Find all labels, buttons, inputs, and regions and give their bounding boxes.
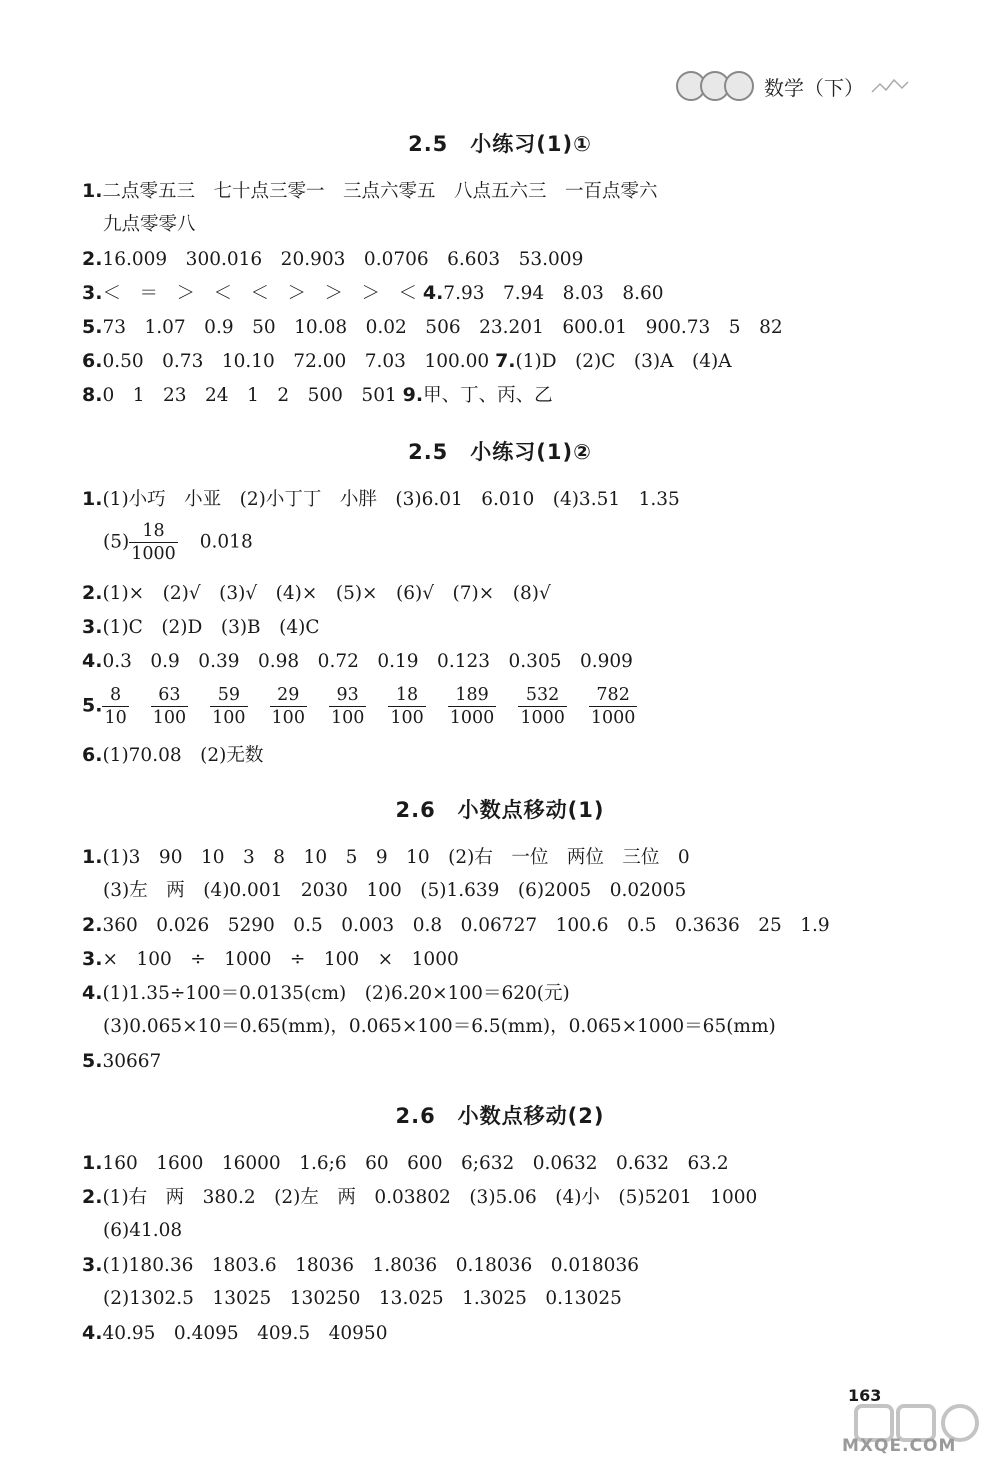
answer-line: 九点零零八 — [103, 214, 196, 235]
page-header — [676, 66, 910, 106]
answer-line: 2.16.009 300.016 20.903 0.0706 6.603 53.009 — [82, 248, 584, 270]
fraction: $\frac{29}{100}$ — [271, 685, 305, 728]
watermark-url: MXQE.COM — [842, 1436, 957, 1456]
answer-line: 2.(1)× (2)√ (3)√ (4)× (5)× (6)√ (7)× (8)√ — [82, 582, 551, 604]
answer-line: 1.160 1600 16000 1.6;6 60 600 6;632 0.0632 0.632 63.2 — [82, 1152, 729, 1174]
fraction: $\frac{63}{100}$ — [152, 685, 187, 728]
answer-line: 5.30667 — [82, 1050, 162, 1072]
section-title: 2.6 小数点移动(1) — [395, 798, 605, 822]
fraction: $\frac{782}{1000}$ — [590, 685, 636, 728]
fraction: $\frac{8}{10}$ — [104, 685, 127, 728]
fraction: $\frac{18}{100}$ — [390, 685, 424, 728]
answer-line: 1.二点零五三 七十点三零一 三点六零五 八点五六三 一百点零六 — [82, 180, 658, 202]
section-title: 2.6 小数点移动(2) — [395, 1104, 605, 1128]
answer-line: 5. $\frac{8}{10}$ $\frac{63}{100}$ $\frac{59}{100}$ $\frac{29}{100}$ $\frac{93}{100}$ $\frac{18}{100}$ $\frac{189}{1000}$ $\frac{532}{1000}$ $\frac{782}{1000}$ — [82, 684, 659, 729]
section-title: 2.5 小练习(1)② — [408, 440, 592, 464]
answer-line: 3.＜ ＝ ＞ ＜ ＜ ＞ ＞ ＞ ＜ 4.7.93 7.94 8.03 8.60 — [82, 282, 664, 304]
answer-line: 8.0 1 23 24 1 2 500 501 9.甲、丁、丙、乙 — [82, 384, 553, 406]
decoration-icon — [870, 76, 910, 96]
answer-line: 4.0.3 0.9 0.39 0.98 0.72 0.19 0.123 0.305 0.909 — [82, 650, 633, 672]
answer-line: (5) $\frac{18}{1000}$ 0.018 — [103, 521, 253, 564]
fraction: $\frac{189}{1000}$ — [449, 685, 495, 728]
fraction: $\frac{18}{1000}$ — [131, 521, 176, 564]
book-logo-icon — [676, 71, 748, 101]
answer-line: 3.× 100 ÷ 1000 ÷ 100 × 1000 — [82, 948, 459, 970]
header-title: 数学（下） — [764, 75, 864, 100]
answer-line: 3.(1)C (2)D (3)B (4)C — [82, 616, 320, 638]
page-number: 163 — [848, 1386, 882, 1405]
answer-line: 6.(1)70.08 (2)无数 — [82, 744, 264, 766]
answer-line: 2.360 0.026 5290 0.5 0.003 0.8 0.06727 100.6 0.5 0.3636 25 1.9 — [82, 914, 830, 936]
answer-line: (2)1302.5 13025 130250 13.025 1.3025 0.13025 — [103, 1288, 622, 1309]
answer-line: 1.(1)3 90 10 3 8 10 5 9 10 (2)右 一位 两位 三位 0 — [82, 846, 690, 868]
answer-line: 1.(1)小巧 小亚 (2)小丁丁 小胖 (3)6.01 6.010 (4)3.51 1.35 — [82, 488, 680, 510]
answer-line: 5.73 1.07 0.9 50 10.08 0.02 506 23.201 600.01 900.73 5 82 — [82, 316, 783, 338]
answer-line: (3)左 两 (4)0.001 2030 100 (5)1.639 (6)2005 0.02005 — [103, 880, 687, 901]
answer-line: 3.(1)180.36 1803.6 18036 1.8036 0.18036 0.018036 — [82, 1254, 639, 1276]
fraction: $\frac{59}{100}$ — [212, 685, 246, 728]
answer-line: 6.0.50 0.73 10.10 72.00 7.03 100.00 7.(1)D (2)C (3)A (4)A — [82, 350, 732, 372]
answer-line: 4.(1)1.35÷100＝0.0135(cm) (2)6.20×100＝620(元) — [82, 982, 570, 1004]
answer-line: 2.(1)右 两 380.2 (2)左 两 0.03802 (3)5.06 (4)小 (5)5201 1000 — [82, 1186, 758, 1208]
answer-line: (6)41.08 — [103, 1220, 183, 1241]
answer-line: (3)0.065×10＝0.65(mm)，0.065×100＝6.5(mm)，0.065×1000＝65(mm) — [103, 1016, 776, 1037]
section-title: 2.5 小练习(1)① — [408, 132, 592, 156]
fraction: $\frac{532}{1000}$ — [520, 685, 565, 728]
answer-line: 4.40.95 0.4095 409.5 40950 — [82, 1322, 388, 1344]
fraction: $\frac{93}{100}$ — [330, 685, 365, 728]
